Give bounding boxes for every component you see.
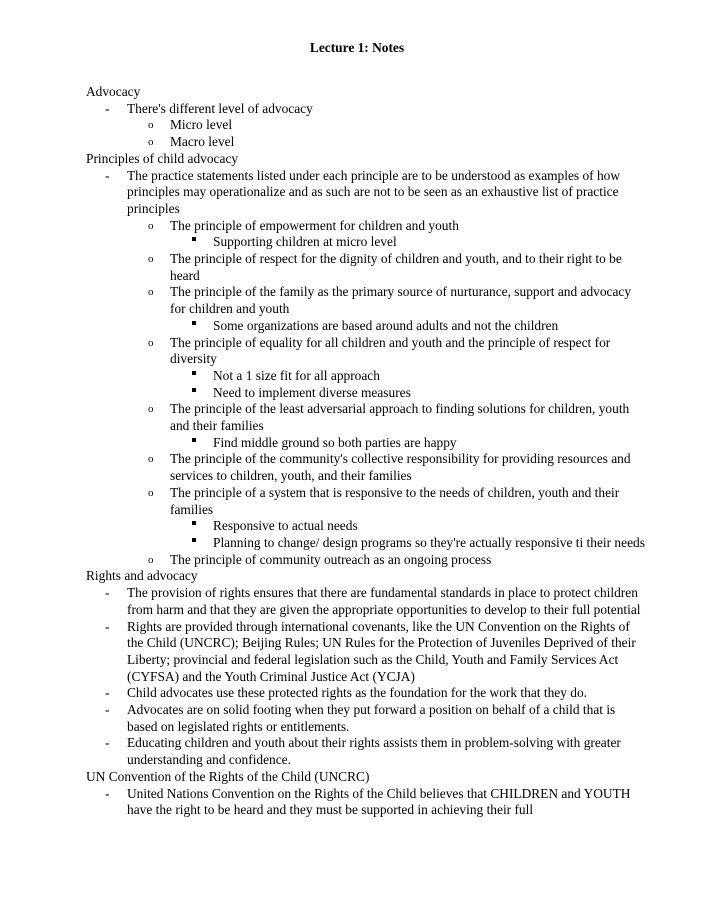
- square-bullet-icon: [192, 438, 196, 442]
- outline-subitem: [148, 217, 646, 235]
- dash-bullet: -: [105, 585, 110, 601]
- outline-item: [105, 735, 646, 768]
- outline-subitem: [148, 551, 646, 569]
- outline-item: [105, 618, 646, 686]
- outline-subsubitem-text: Need to implement diverse measures: [213, 384, 411, 400]
- circle-bullet: o: [148, 119, 154, 132]
- outline-item-text: Advocates are on solid footing when they put forward a position on behalf of a child that is based on legislated rights or entitlements.: [127, 702, 616, 734]
- outline-subitem-text: The principle of empowerment for children and youth: [170, 217, 459, 233]
- square-bullet-icon: [192, 538, 196, 542]
- outline-subitem-text: The principle of respect for the dignity of children and youth, and to their right to be heard: [170, 251, 622, 283]
- square-bullet-icon: [192, 321, 196, 325]
- outline-item: [105, 167, 646, 218]
- outline-item: [105, 685, 646, 702]
- outline-subitem-text: Micro level: [170, 117, 233, 133]
- outline-subsubitem: [213, 518, 646, 535]
- circle-bullet: o: [148, 453, 154, 466]
- outline-subitem-text: The principle of the least adversarial approach to finding solutions for children, youth and their families: [170, 401, 630, 434]
- outline-subitem-text: The principle of community outreach as an ongoing process: [170, 551, 492, 567]
- outline-item-text: There's different level of advocacy: [127, 100, 313, 116]
- outline-subsubitem: [213, 535, 646, 552]
- outline-subsubitem-text: Planning to change/ design programs so they're actually responsive ti their needs: [213, 534, 645, 550]
- outline-subitem-text: Macro level: [170, 134, 235, 150]
- dash-bullet: -: [105, 685, 110, 701]
- outline-subsubitem-text: Not a 1 size fit for all approach: [213, 367, 380, 383]
- outline-item-text: The provision of rights ensures that there are fundamental standards in place to protect children from harm and that they are given the appropriate opportunities to develop to their full potential: [127, 585, 641, 617]
- circle-bullet: o: [148, 486, 154, 499]
- circle-bullet: o: [148, 403, 154, 416]
- outline-subitem: [148, 134, 646, 151]
- outline-item-text: Educating children and youth about their rights assists them in problem-solving with greater understanding and confidence.: [127, 735, 621, 768]
- outline-subitem-text: The principle of a system that is responsive to the needs of children, youth and their families: [170, 484, 620, 517]
- section-heading: Advocacy: [86, 84, 141, 99]
- dash-bullet: -: [105, 100, 110, 116]
- outline-subsubitem: [213, 368, 646, 385]
- outline-item-text: Rights are provided through international covenants, like the UN Convention on the Rights of the Child (UNCRC); Beijing Rules; UN Rules for the Protection of Juveniles Deprived of their Liberty; provincial and federal legislation such as the Child, Youth and Family Services Act (CYFSA) and the Youth Criminal Justice Act (YCJA): [127, 618, 636, 684]
- square-bullet-icon: [192, 237, 196, 241]
- outline-item: [105, 585, 646, 618]
- outline-item-text: United Nations Convention on the Rights of the Child believes that CHILDREN and YOUTH have the right to be heard and they must be supported in achieving their full: [127, 785, 631, 818]
- dash-bullet: -: [105, 702, 110, 718]
- circle-bullet: o: [148, 253, 154, 266]
- circle-bullet: o: [148, 219, 154, 232]
- outline-subsubitem: [213, 318, 646, 335]
- section-heading: Principles of child advocacy: [86, 150, 239, 166]
- notes-outline: [86, 84, 646, 819]
- circle-bullet: o: [148, 336, 154, 349]
- dash-bullet: -: [105, 618, 110, 634]
- document-title: Lecture 1: Notes: [309, 40, 405, 55]
- outline-subsubitem-text: Some organizations are based around adults and not the children: [213, 317, 559, 333]
- dash-bullet: -: [105, 167, 110, 183]
- outline-item: [105, 702, 646, 735]
- outline-subsubitem-text: Find middle ground so both parties are happy: [213, 434, 457, 450]
- outline-item: [105, 100, 646, 118]
- circle-bullet: o: [148, 286, 154, 299]
- circle-bullet: o: [148, 553, 154, 566]
- outline-subsubitem: [213, 385, 646, 402]
- outline-subsubitem-text: Supporting children at micro level: [213, 234, 397, 250]
- square-bullet-icon: [192, 521, 196, 525]
- outline-item-text: Child advocates use these protected rights as the foundation for the work that they do.: [127, 685, 587, 701]
- dash-bullet: -: [105, 785, 110, 801]
- outline-item: [105, 785, 646, 819]
- dash-bullet: -: [105, 735, 110, 751]
- outline-subsubitem-text: Responsive to actual needs: [213, 518, 358, 534]
- outline-subitem: [148, 284, 646, 317]
- section-heading: Rights and advocacy: [86, 568, 198, 584]
- outline-subitem-text: The principle of the family as the primary source of nurturance, support and advocacy for children and youth: [170, 284, 632, 317]
- outline-subitem: [148, 251, 646, 284]
- outline-item-text: The practice statements listed under each principle are to be understood as examples of how principles may operationalize and as such are not to be seen as an exhaustive list of practice principles: [127, 167, 621, 216]
- outline-subitem: [148, 401, 646, 434]
- outline-subitem: [148, 117, 646, 134]
- square-bullet-icon: [192, 371, 196, 375]
- outline-subitem-text: The principle of equality for all children and youth and the principle of respect for diversity: [170, 334, 611, 367]
- outline-subitem: [148, 334, 646, 368]
- square-bullet-icon: [192, 388, 196, 392]
- section-heading: UN Convention of the Rights of the Child (UNCRC): [86, 768, 370, 784]
- outline-subitem-text: The principle of the community's collective responsibility for providing resources and services to children, youth, and their families: [170, 451, 631, 484]
- circle-bullet: o: [148, 136, 154, 149]
- outline-subitem: [148, 451, 646, 484]
- outline-subsubitem: [213, 435, 646, 452]
- outline-subitem: [148, 484, 646, 518]
- outline-subsubitem: [213, 234, 646, 251]
